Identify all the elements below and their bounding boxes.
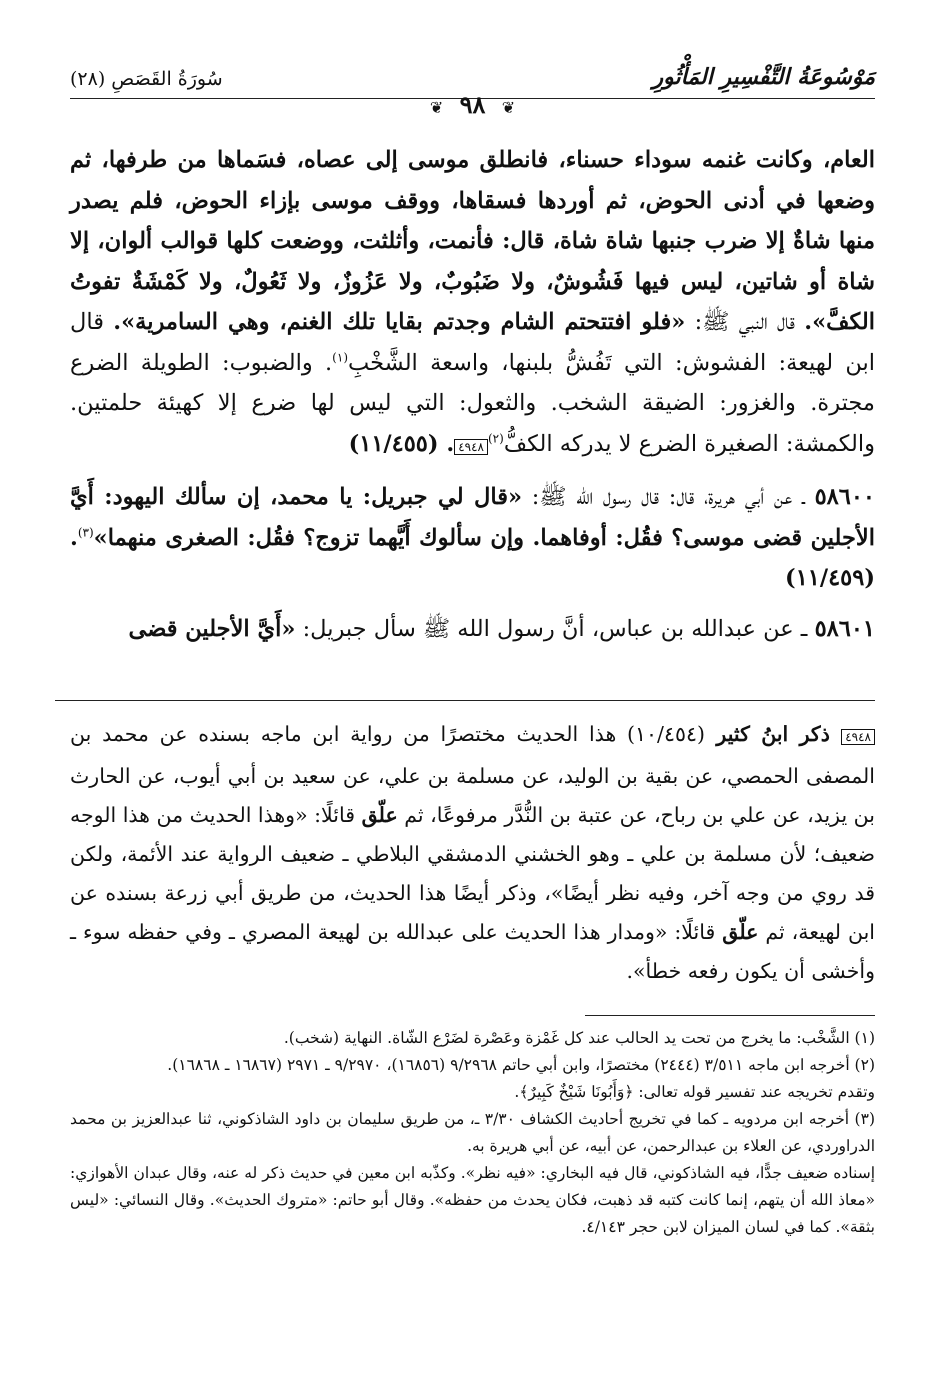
commentary-text: قائلًا: «وهذا الحديث من هذا الوجه ضعيف؛ لأن مسلمة بن علي ـ وهو الخشني الدمشقي البلاطي ـ ضعيف الرواية عند الأئمة، ولكن قد روي من وجه آخر، وفيه نظر أيضًا»، وذكر أيضًا هذا الحديث، من طريق أبي زرعة بسنده عن ابن لهيعة، ثم xyxy=(70,803,875,944)
hadith-text: «فلو افتتحتم الشام وجدتم بقايا تلك الغنم، وهي السامرية». xyxy=(113,309,686,335)
commentary-separator xyxy=(55,700,875,701)
footnote: (٣) أخرجه ابن مردويه ـ كما في تخريج أحاديث الكشاف ٣/٣٠ ـ، من طريق سليمان بن داود الشاذكوني، ثنا عبدالعزيز بن محمد الدراوردي، عن العلاء بن عبدالرحمن، عن أبيه، عن أبي هريرة به. xyxy=(70,1110,875,1155)
commentary-keyword: علّق xyxy=(722,920,759,944)
page-number-block xyxy=(0,90,945,119)
footnote-separator xyxy=(585,1015,875,1016)
footnote-marker[interactable]: (١) xyxy=(332,350,348,364)
footnote: (٢) أخرجه ابن ماجه ٣/٥١١ (٢٤٤٤) مختصرًا، وابن أبي حاتم ٩/٢٩٦٨ (١٦٨٥٦)، ٩/٢٩٧٠ ـ ٢٩٧١ (١٦٨٦٧ ـ ١٦٨٦٨). xyxy=(167,1056,875,1074)
main-text xyxy=(70,140,875,649)
footnote: (١) الشَّخْب: ما يخرج من تحت يد الحالب عند كل غَمْزة وعَصْرة لضَرْع الشّاة. النهاية (شخب). xyxy=(283,1029,875,1047)
narration-text: قال النبي ﷺ: xyxy=(685,309,805,335)
narration-text: . والضبوب: الطويلة الضرع مجترة. والغزور: الضيقة الشخب. والثعول: التي ليس لها ضرع إلا كهيئة حلمتين. والكمشة: الصغيرة الضرع لا يدركه الكفُّ xyxy=(70,349,875,457)
commentary-text: (١٠/٤٥٤) هذا الحديث مختصرًا من رواية ابن ماجه بسنده عن محمد بن المصفى الحمصي، عن بقية بن الوليد، عن مسلمة بن علي، عن سعيد بن أبي أيوب، عن الحارث بن يزيد، عن علي بن رباح، عن عتبة بن النُّدَّر مرفوعًا، ثم xyxy=(70,722,875,827)
commentary-paragraph xyxy=(70,715,875,991)
commentary-number-box: ٤٩٤٨ xyxy=(841,729,875,745)
footnote-marker[interactable]: (٢) xyxy=(487,431,504,445)
volume-page-ref: . (١١/٤٥٩) xyxy=(70,524,875,591)
commentary-ref-box[interactable]: ٤٩٤٨ xyxy=(454,439,488,455)
hadith-text: العام، وكانت غنمه سوداء حسناء، فانطلق موسى إلى عصاه، فسَماها من طرفها، ثم وضعها في أدنى الحوض، ثم أوردها فسقاها، ووقف موسى بإزاء الحوض، فلم يصدر منها شاةٌ إلا ضرب جنبها شاة شاة، قال: فأنمت، وأثلثت، ووضعت كلها قوالب ألوان، إلا شاة أو شاتين، ليس فيها فَشُوشٌ، ولا ضَبُوبٌ، ولا عَزُوزٌ، ولا ثَعُولٌ، ولا كَمْشَةٌ تفوتُ الكفَّ». xyxy=(70,147,875,335)
narration-paragraph xyxy=(70,140,875,467)
hadith-text: «قال لي جبريل: يا محمد، إن سألك اليهود: أَيَّ الأجلين قضى موسى؟ فقُل: أوفاهما. وإن سألوك أَيَّهما تزوج؟ فقُل: الصغرى منهما» xyxy=(70,484,875,551)
hadith-number: ٥٨٦٠٠ xyxy=(814,484,875,510)
narration-text: ـ عن عبدالله بن عباس، أنَّ رسول الله ﷺ سأل جبريل: xyxy=(295,615,815,642)
surah-label: سُورَةُ القَصَصِ (٢٨) xyxy=(70,68,223,90)
hadith-text: «أَيَّ الأجلين قضى xyxy=(128,615,296,642)
narration-text: ـ عن أبي هريرة، قال: قال رسول الله ﷺ: xyxy=(522,484,815,510)
footnotes xyxy=(70,1025,875,1241)
commentary-author: ذكر ابنُ كثير xyxy=(705,722,842,746)
footnote: وتقدم تخريجه عند تفسير قوله تعالى: ﴿وَأَبُونَا شَيْخٌ كَبِيرٌ﴾. xyxy=(514,1083,875,1101)
footnote: إسناده ضعيف جدًّا، فيه الشاذكوني، قال فيه البخاري: «فيه نظر». وكذّبه ابن معين في حديث ذكر له عنه، وقال عبدان الأهوازي: «معاذ الله أن يتهم، إنما كانت كتبه قد ذهبت، فكان يحدث من حفظه». وقال أبو حاتم: «متروك الحديث». وقال النسائي: «ليس بثقة». كما في لسان الميزان لابن حجر ٤/١٤٣. xyxy=(70,1164,875,1236)
hadith-paragraph xyxy=(70,609,875,650)
ornament-icon: ❦ xyxy=(429,98,444,117)
ornament-icon: ❦ xyxy=(501,98,516,117)
commentary-keyword: علّق xyxy=(361,803,398,827)
hadith-paragraph xyxy=(70,477,875,599)
book-title: مَوْسُوعَةُ التَّفْسِيرِ المَأْثُورِ xyxy=(652,64,875,90)
commentary-block xyxy=(70,715,875,991)
hadith-number: ٥٨٦٠١ xyxy=(814,615,875,642)
footnote-marker[interactable]: (٣) xyxy=(77,525,94,539)
page-number: ٩٨ xyxy=(459,90,486,119)
narration-text: قال ابن لهيعة: الفشوش: التي تَفُشُّ بلبنها، واسعة الشَّخْبِ xyxy=(70,309,875,376)
volume-page-ref: . (١١/٤٥٥) xyxy=(348,430,455,457)
commentary-text: قائلًا: «ومدار هذا الحديث على عبدالله بن لهيعة المصري ـ وفي حفظه سوء ـ وأخشى أن يكون رفعه خطأ». xyxy=(70,920,875,983)
